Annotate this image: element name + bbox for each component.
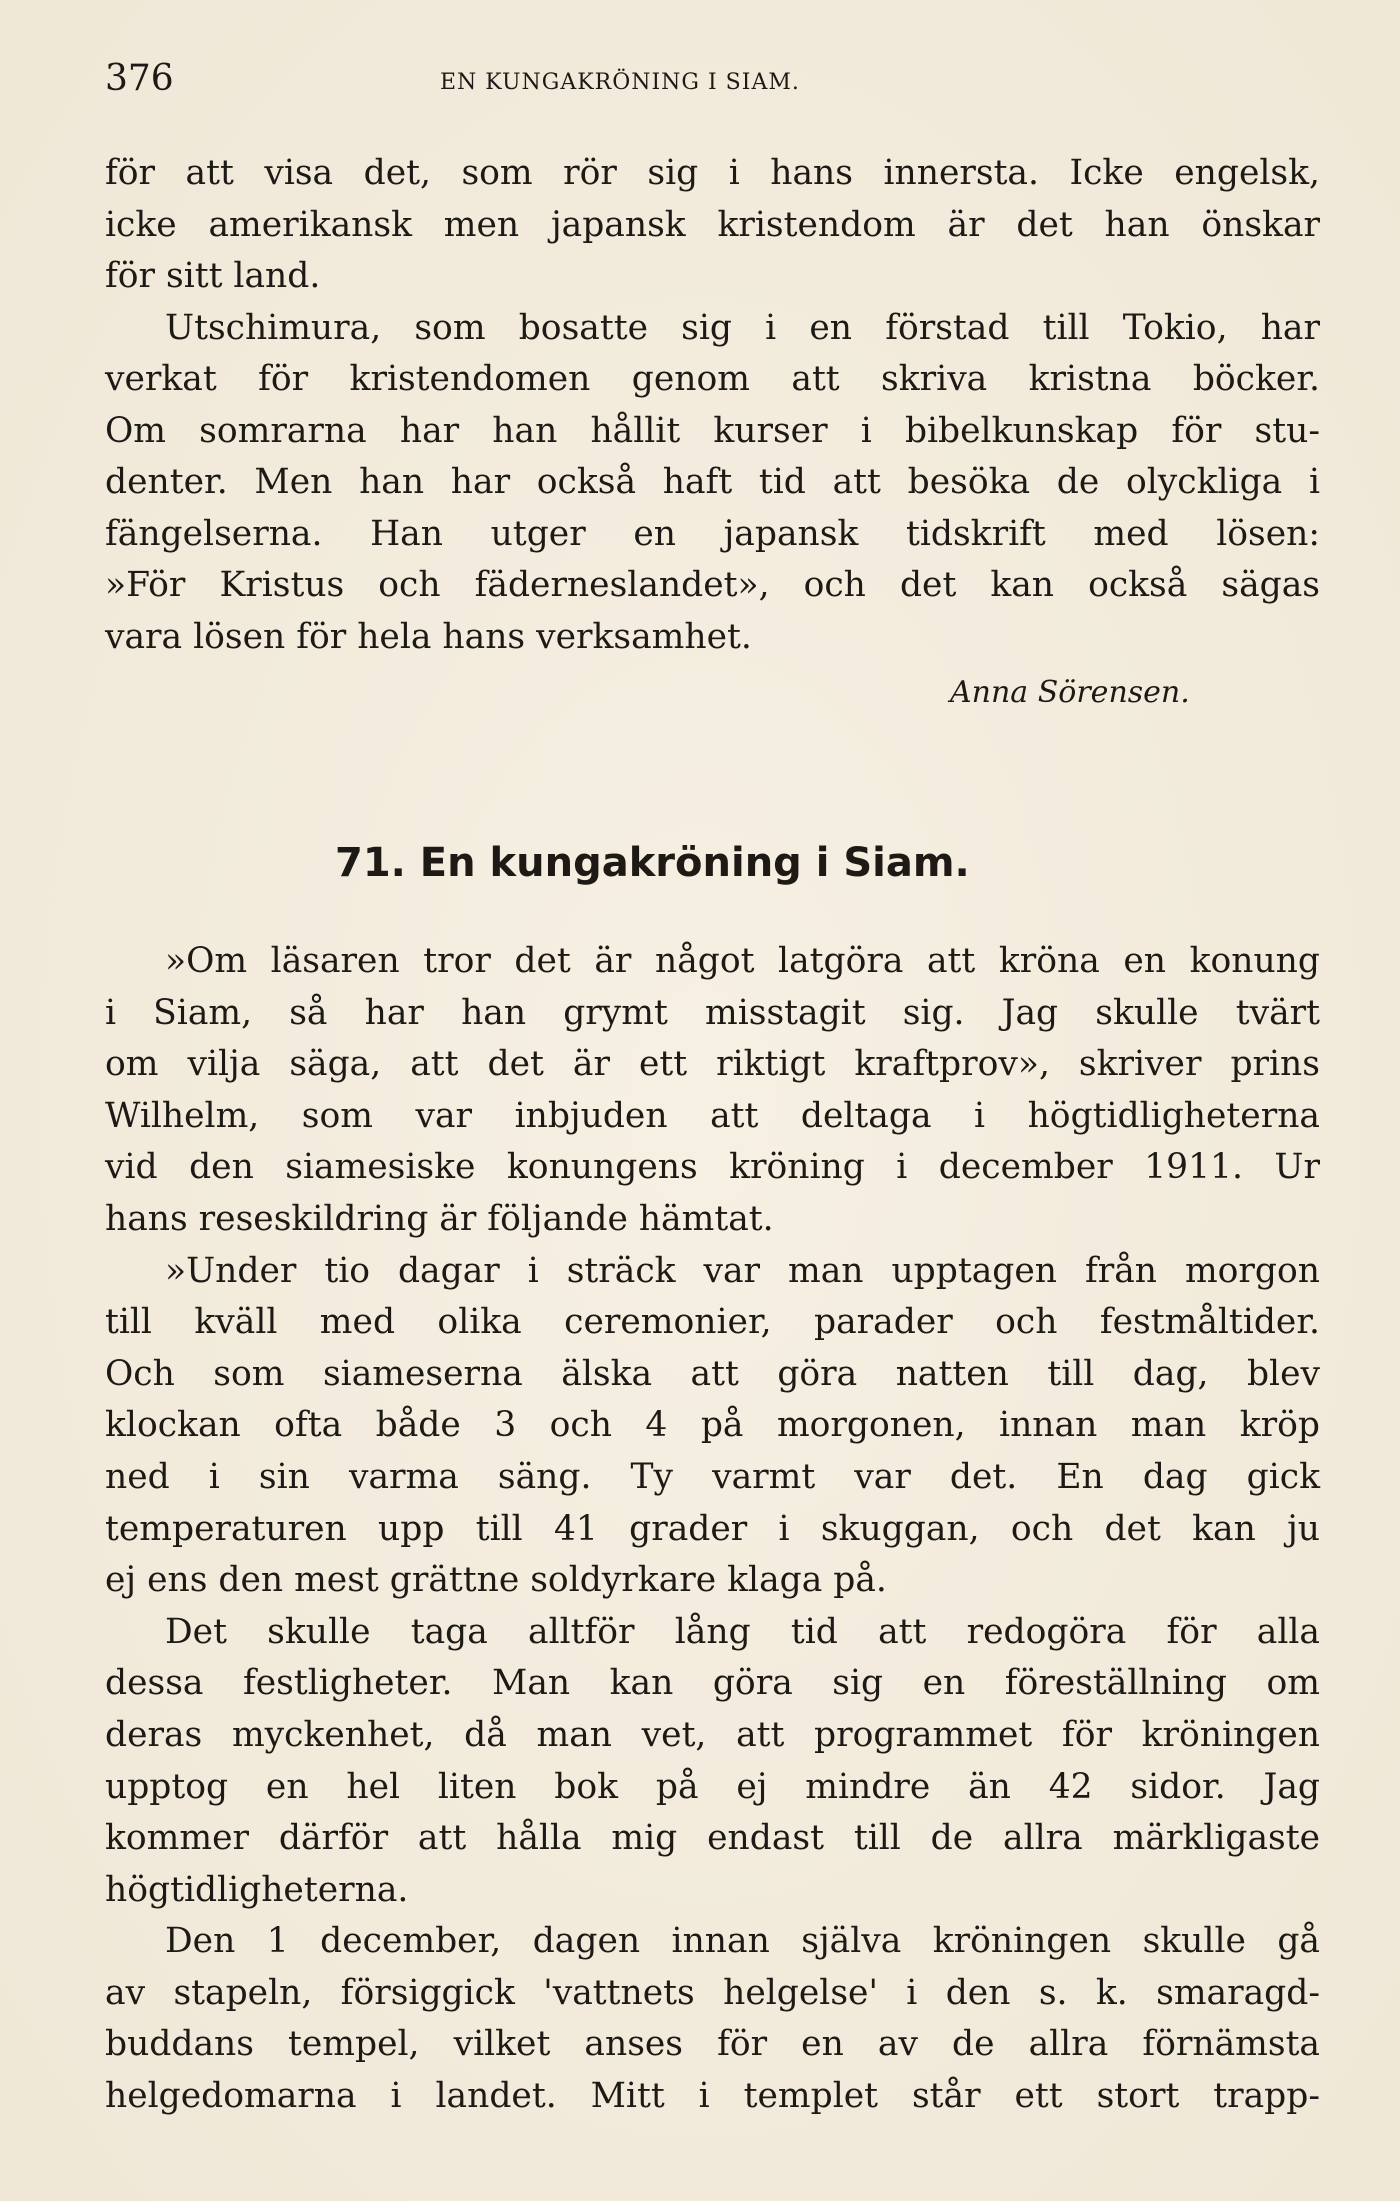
text-line: »För Kristus och fäderneslandet», och det kan också sägas: [105, 565, 1320, 605]
text-line: Den 1 december, dagen innan själva kröningen skulle gå: [165, 1921, 1320, 1962]
section1-text: [105, 148, 1320, 663]
text-line: klockan ofta både 3 och 4 på morgonen, innan man kröp: [105, 1405, 1320, 1446]
text-line: icke amerikansk men japansk kristendom är det han önskar: [105, 204, 1320, 245]
text-line: Utschimura, som bosatte sig i en förstad till Tokio, har: [165, 307, 1320, 348]
text-line: temperaturen upp till 41 grader i skuggan, och det kan ju: [105, 1508, 1320, 1549]
text-line: ned i sin varma säng. Ty varmt var det. En dag gick: [105, 1456, 1320, 1497]
text-line: för sitt land.: [105, 256, 321, 296]
text-line: hans reseskildring är följande hämtat.: [105, 1198, 774, 1239]
text-line: Om somrarna har han hållit kurser i bibelkunskap för stu-: [105, 410, 1320, 451]
page-number: 376: [105, 58, 174, 99]
text-line: verkat för kristendomen genom att skriva kristna böcker.: [105, 359, 1320, 399]
text-line: helgedomarna i landet. Mitt i templet står ett stort trapp-: [105, 2076, 1320, 2117]
text-line: för att visa det, som rör sig i hans innersta. Icke engelsk,: [105, 153, 1320, 193]
text-line: kommer därför att hålla mig endast till de allra märkligaste: [105, 1818, 1320, 1859]
text-line: deras myckenhet, då man vet, att programmet för kröningen: [105, 1714, 1320, 1755]
running-head: [105, 58, 1320, 108]
text-line: till kväll med olika ceremonier, parader och festmåltider.: [105, 1302, 1320, 1343]
text-line: fängelserna. Han utger en japansk tidskrift med lösen:: [105, 513, 1320, 554]
section-heading: 71. En kungakröning i Siam.: [335, 840, 970, 886]
text-line: om vilja säga, att det är ett riktigt kraftprov», skriver prins: [105, 1044, 1320, 1085]
text-line: denter. Men han har också haft tid att besöka de olyckliga i: [105, 462, 1320, 502]
signature: Anna Sörensen.: [950, 675, 1190, 710]
section2-text: [105, 936, 1320, 2123]
text-line: dessa festligheter. Man kan göra sig en föreställning om: [105, 1663, 1320, 1704]
text-line: Wilhelm, som var inbjuden att deltaga i högtidligheterna: [105, 1095, 1320, 1136]
text-line: Det skulle taga alltför lång tid att redogöra för alla: [165, 1611, 1320, 1652]
text-line: högtidligheterna.: [105, 1869, 409, 1910]
text-line: i Siam, så har han grymt misstagit sig. Jag skulle tvärt: [105, 992, 1320, 1033]
text-line: upptog en hel liten bok på ej mindre än 42 sidor. Jag: [105, 1766, 1320, 1807]
text-line: vara lösen för hela hans verksamhet.: [105, 616, 752, 657]
text-line: »Om läsaren tror det är något latgöra att kröna en konung: [165, 941, 1320, 981]
text-line: buddans tempel, vilket anses för en av de allra förnämsta: [105, 2024, 1320, 2065]
text-line: vid den siamesiske konungens kröning i december 1911. Ur: [105, 1147, 1320, 1188]
running-head-title: EN KUNGAKRÖNING I SIAM.: [440, 70, 800, 95]
text-line: »Under tio dagar i sträck var man upptagen från morgon: [165, 1250, 1320, 1291]
text-line: ej ens den mest grättne soldyrkare klaga på.: [105, 1560, 887, 1601]
text-line: Och som siameserna älska att göra natten till dag, blev: [105, 1353, 1320, 1394]
text-line: av stapeln, försiggick 'vattnets helgelse' i den s. k. smaragd-: [105, 1972, 1320, 2013]
